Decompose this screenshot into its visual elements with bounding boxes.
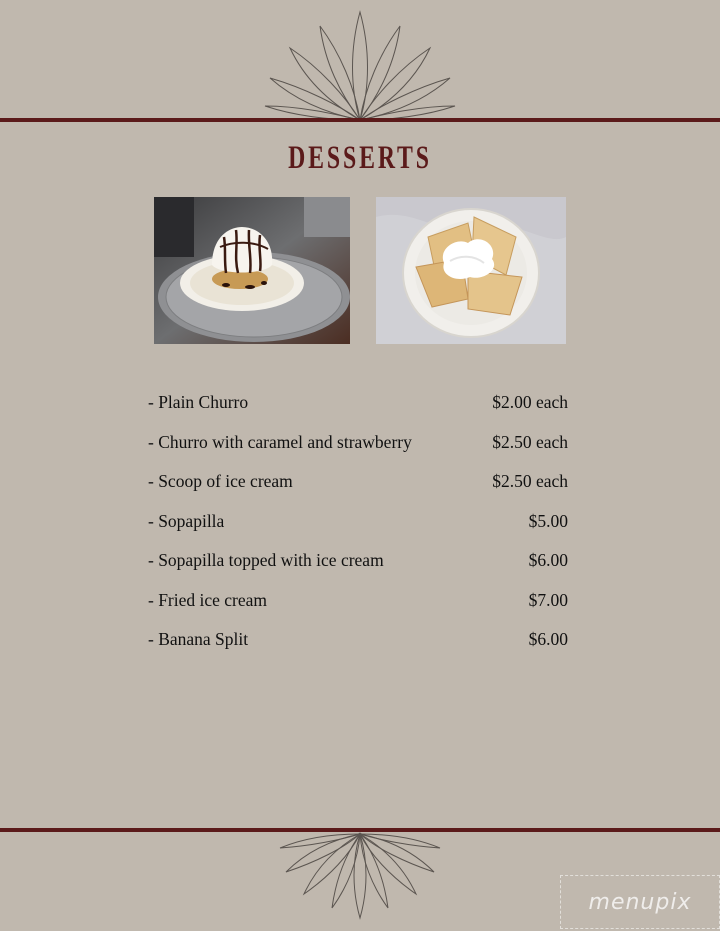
menu-item-name: - Fried ice cream — [148, 589, 268, 610]
menu-item-price: $5.00 — [528, 510, 568, 531]
menu-item-name: - Plain Churro — [148, 392, 249, 412]
menu-item-price: $6.00 — [528, 629, 568, 649]
menu-item-name: - Scoop of ice cream — [148, 471, 293, 491]
menu-item — [148, 432, 568, 472]
fried-ice-cream-photo — [154, 197, 350, 344]
leaf-ornament-bottom-icon — [260, 832, 460, 920]
menu-item-price: $7.00 — [528, 589, 568, 610]
dessert-menu-list — [148, 392, 568, 669]
menu-item-name: - Banana Split — [148, 629, 249, 649]
menu-item — [148, 471, 568, 511]
page-title: DESSERTS — [288, 140, 432, 176]
menu-item-price: $2.50 each — [492, 431, 568, 452]
menu-item — [148, 590, 568, 630]
watermark-logo: menupix — [560, 875, 720, 929]
menu-item — [148, 629, 568, 669]
menu-item — [148, 511, 568, 551]
menu-item-name: - Sopapilla topped with ice cream — [148, 550, 384, 570]
sopapilla-photo — [376, 197, 566, 344]
menu-item — [148, 550, 568, 590]
menu-item-price: $2.00 each — [492, 392, 568, 412]
menu-item-name: - Sopapilla — [148, 510, 225, 531]
menu-item-price: $2.50 each — [492, 471, 568, 491]
leaf-ornament-top-icon — [240, 8, 480, 122]
menu-item — [148, 392, 568, 432]
top-divider — [0, 118, 720, 122]
menu-item-price: $6.00 — [528, 550, 568, 570]
menu-item-name: - Churro with caramel and strawberry — [148, 431, 412, 452]
